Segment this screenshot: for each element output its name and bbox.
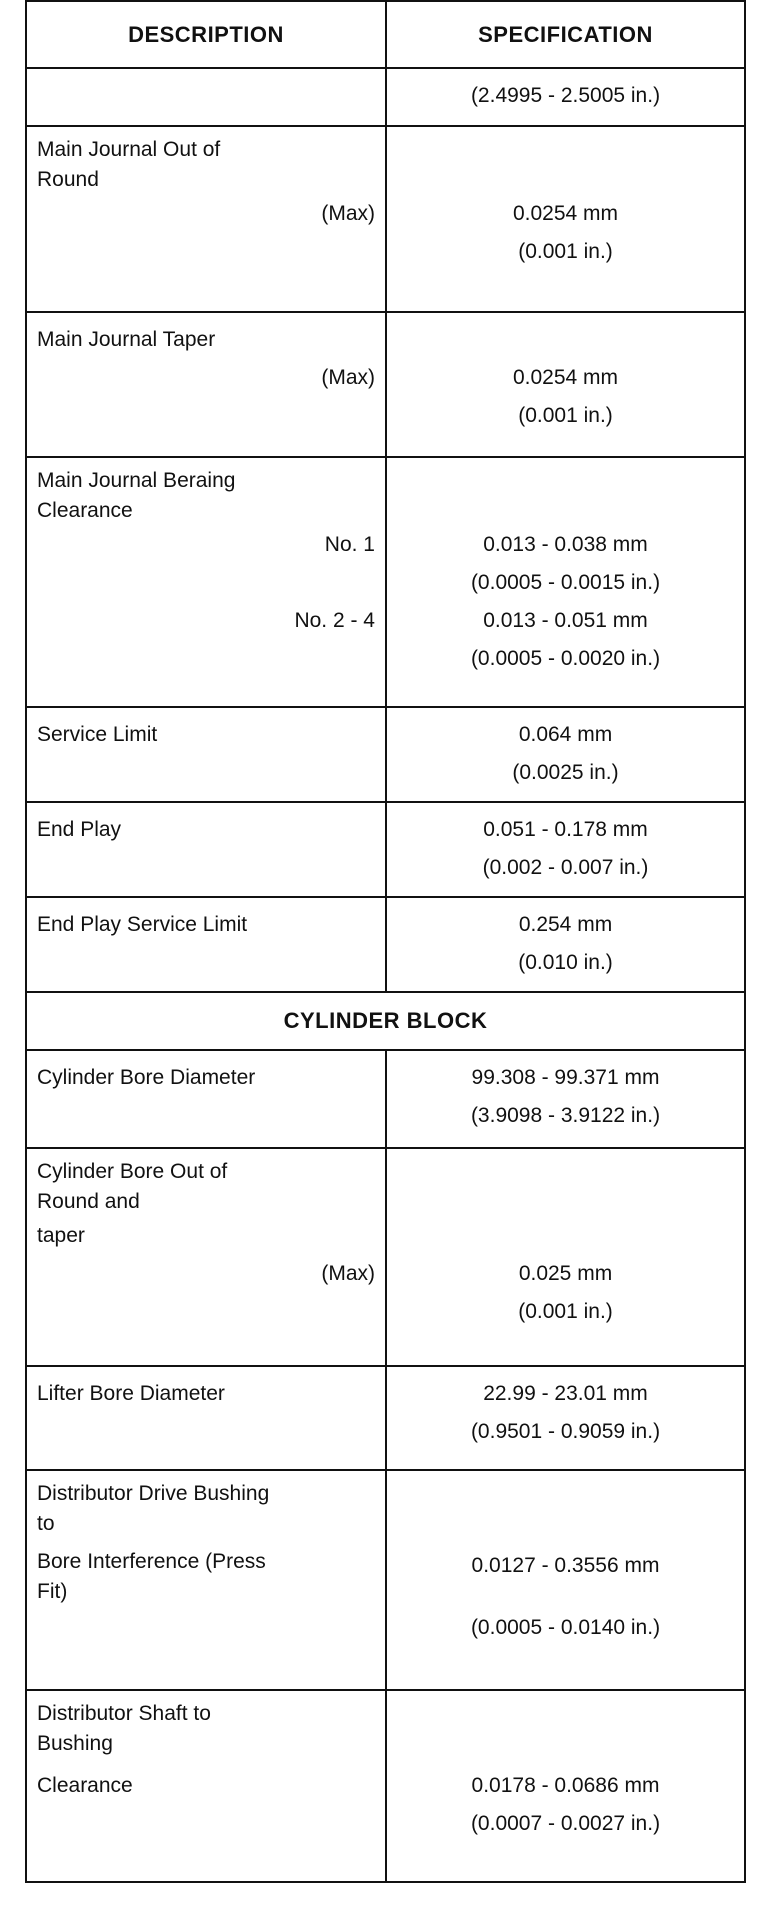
spec-line: 0.051 - 0.178 mm xyxy=(483,818,648,841)
description-cell xyxy=(27,127,387,311)
table-row xyxy=(27,898,744,993)
description-cell xyxy=(27,1051,387,1147)
spec-line: (0.001 in.) xyxy=(518,1300,613,1323)
description-cell xyxy=(27,313,387,456)
table-row xyxy=(27,1691,744,1881)
desc-line: End Play Service Limit xyxy=(37,913,248,936)
description-cell xyxy=(27,458,387,706)
table-row xyxy=(27,1051,744,1149)
specification-cell xyxy=(387,898,744,991)
spec-line: (0.0005 - 0.0015 in.) xyxy=(470,571,661,594)
spec-line: (0.001 in.) xyxy=(518,240,613,263)
desc-sub-label: (Max) xyxy=(321,202,375,225)
spec-line: (0.0005 - 0.0020 in.) xyxy=(470,647,661,670)
spec-line: 0.064 mm xyxy=(518,723,613,746)
desc-line: Clearance xyxy=(37,1774,133,1797)
table-row xyxy=(27,1367,744,1471)
table-row xyxy=(27,127,744,313)
desc-line: Distributor Drive Bushing xyxy=(37,1482,270,1505)
desc-line: Main Journal Out of xyxy=(37,138,221,161)
specification-cell xyxy=(387,708,744,801)
desc-sub-label: (Max) xyxy=(321,1262,375,1285)
table-header xyxy=(27,2,744,69)
specification-cell xyxy=(387,458,744,706)
desc-line: Service Limit xyxy=(37,723,158,746)
description-cell xyxy=(27,69,387,125)
description-cell xyxy=(27,1691,387,1881)
desc-line: Lifter Bore Diameter xyxy=(37,1382,225,1405)
specification-cell xyxy=(387,1471,744,1689)
specification-cell xyxy=(387,69,744,125)
desc-line: taper xyxy=(37,1224,85,1247)
desc-line: Clearance xyxy=(37,499,133,522)
spec-line: (0.001 in.) xyxy=(518,404,613,427)
desc-sub-label: No. 2 - 4 xyxy=(294,609,375,632)
desc-line: Distributor Shaft to xyxy=(37,1702,211,1725)
section-heading: CYLINDER BLOCK xyxy=(27,993,744,1051)
spec-line: (0.9501 - 0.9059 in.) xyxy=(470,1420,661,1443)
table-row xyxy=(27,458,744,708)
spec-line: (3.9098 - 3.9122 in.) xyxy=(470,1104,661,1127)
spec-line: (2.4995 - 2.5005 in.) xyxy=(470,84,661,107)
spec-line: 0.0254 mm xyxy=(512,202,619,225)
specification-cell xyxy=(387,803,744,896)
spec-line: 0.025 mm xyxy=(518,1262,613,1285)
desc-line: Fit) xyxy=(37,1580,68,1603)
description-cell xyxy=(27,1471,387,1689)
table-row xyxy=(27,708,744,803)
header-description: DESCRIPTION xyxy=(27,2,387,67)
desc-line: Bore Interference (Press xyxy=(37,1550,266,1573)
spec-line: (0.010 in.) xyxy=(518,951,613,974)
table-row xyxy=(27,1149,744,1367)
specification-cell xyxy=(387,127,744,311)
spec-line: (0.0005 - 0.0140 in.) xyxy=(470,1616,661,1639)
desc-line: Round xyxy=(37,168,99,191)
specification-cell xyxy=(387,1051,744,1147)
spec-line: 22.99 - 23.01 mm xyxy=(483,1382,648,1405)
table-row xyxy=(27,1471,744,1691)
description-cell xyxy=(27,1149,387,1365)
desc-line: Round and xyxy=(37,1190,140,1213)
desc-sub-label: (Max) xyxy=(321,366,375,389)
spec-line: 0.0127 - 0.3556 mm xyxy=(471,1554,660,1577)
specification-cell xyxy=(387,1691,744,1881)
desc-line: Cylinder Bore Out of xyxy=(37,1160,228,1183)
spec-line: 0.254 mm xyxy=(518,913,613,936)
desc-line: End Play xyxy=(37,818,122,841)
specification-cell xyxy=(387,1149,744,1365)
spec-line: 0.013 - 0.038 mm xyxy=(483,533,648,556)
desc-line: Bushing xyxy=(37,1732,113,1755)
spec-line: 0.013 - 0.051 mm xyxy=(483,609,648,632)
desc-sub-label: No. 1 xyxy=(324,533,375,556)
desc-line: Main Journal Taper xyxy=(37,328,216,351)
desc-line: to xyxy=(37,1512,55,1535)
spec-line: 0.0178 - 0.0686 mm xyxy=(471,1774,660,1797)
description-cell xyxy=(27,803,387,896)
table-row xyxy=(27,803,744,898)
header-specification: SPECIFICATION xyxy=(478,21,653,47)
spec-line: 99.308 - 99.371 mm xyxy=(471,1066,660,1089)
spec-line: (0.002 - 0.007 in.) xyxy=(482,856,649,879)
description-cell xyxy=(27,708,387,801)
spec-line: 0.0254 mm xyxy=(512,366,619,389)
description-cell xyxy=(27,1367,387,1469)
table-row xyxy=(27,313,744,458)
table-row xyxy=(27,69,744,127)
spec-line: (0.0025 in.) xyxy=(512,761,619,784)
specification-cell xyxy=(387,1367,744,1469)
desc-line: Cylinder Bore Diameter xyxy=(37,1066,256,1089)
specification-cell xyxy=(387,313,744,456)
spec-table xyxy=(25,0,746,1883)
desc-line: Main Journal Beraing xyxy=(37,469,236,492)
description-cell xyxy=(27,898,387,991)
spec-line: (0.0007 - 0.0027 in.) xyxy=(470,1812,661,1835)
